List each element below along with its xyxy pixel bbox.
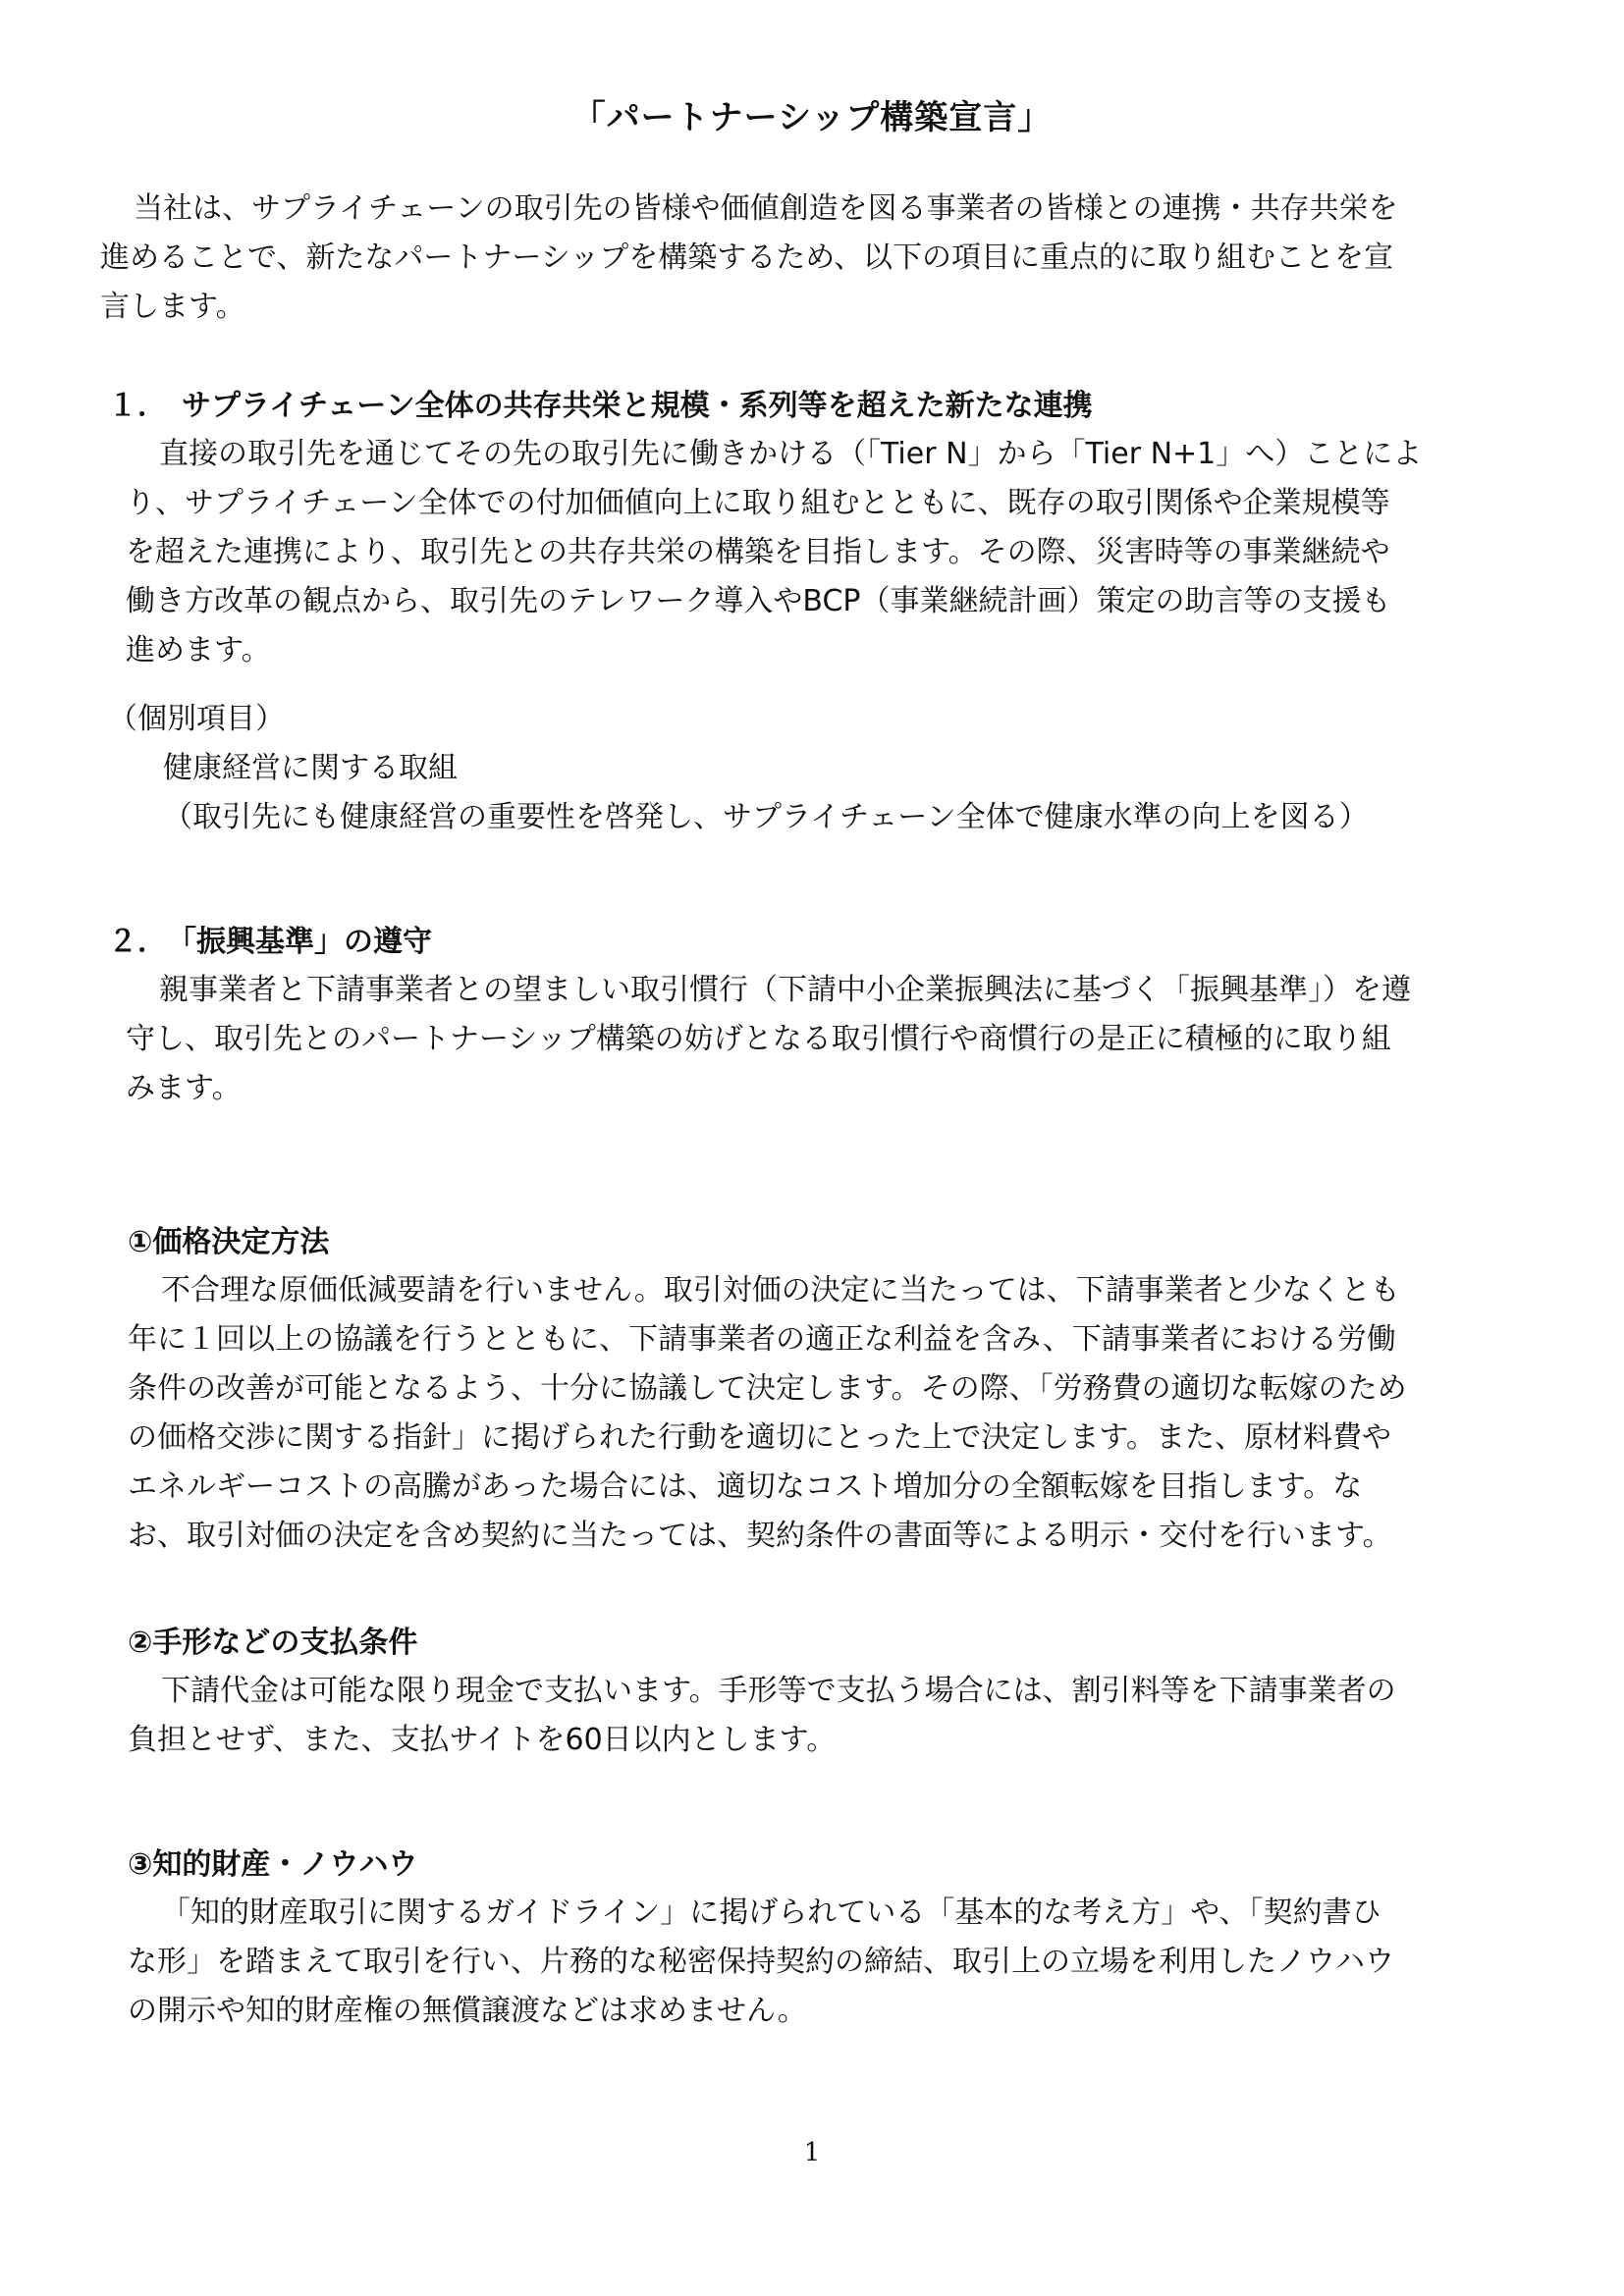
section-1-heading: １． サプライチェーン全体の共存共栄と規模・系列等を超えた新たな連携 — [108, 389, 1093, 423]
subsection-1-line: 年に１回以上の協議を行うとともに、下請事業者の適正な利益を含み、下請事業者における労働 — [128, 1322, 1396, 1357]
subsection-1-line: 不合理な原価低減要請を行いません。取引対価の決定に当たっては、下請事業者と少なくとも — [161, 1273, 1400, 1308]
section-1-body — [126, 430, 1422, 675]
subsection-2-body — [128, 1667, 1396, 1765]
individual-items-label: （個別項目） — [108, 702, 285, 736]
subsection-3-heading: ③知的財産・ノウハウ — [128, 1847, 418, 1882]
intro-paragraph — [100, 185, 1398, 332]
section-2-body — [126, 966, 1411, 1113]
subsection-2-line: 負担とせず、また、支払サイトを60日以内とします。 — [128, 1723, 837, 1757]
subsection-3-body — [128, 1889, 1394, 2036]
subsection-1-heading: ①価格決定方法 — [128, 1225, 330, 1259]
intro-line: 進めることで、新たなパートナーシップを構築するため、以下の項目に重点的に取り組むことを宣 — [100, 240, 1393, 275]
section-1-line: 直接の取引先を通じてその先の取引先に働きかける（「Tier N」から「Tier N+1」へ）ことによ — [159, 437, 1423, 471]
subsection-2-line: 下請代金は可能な限り現金で支払います。手形等で支払う場合には、割引料等を下請事業者の — [161, 1674, 1396, 1708]
individual-item: 健康経営に関する取組 — [163, 751, 458, 785]
section-2-line: 守し、取引先とのパートナーシップ構築の妨げとなる取引慣行や商慣行の是正に積極的に取り組 — [126, 1022, 1391, 1056]
subsection-1-line: の価格交渉に関する指針」に掲げられた行動を適切にとった上で決定します。また、原材料費や — [128, 1420, 1391, 1455]
section-1-line: 働き方改革の観点から、取引先のテレワーク導入やBCP（事業継続計画）策定の助言等の支援も — [126, 584, 1391, 618]
section-1-line: 進めます。 — [126, 633, 271, 667]
section-2-line: みます。 — [126, 1071, 242, 1105]
page-number: 1 — [803, 2138, 821, 2167]
page-title: 「パートナーシップ構築宣言」 — [571, 98, 1053, 137]
subsection-3-line: な形」を踏まえて取引を行い、片務的な秘密保持契約の締結、取引上の立場を利用したノウハウ — [128, 1945, 1394, 1979]
individual-item-detail: （取引先にも健康経営の重要性を啓発し、サプライチェーン全体で健康水準の向上を図る） — [163, 800, 1369, 834]
section-1-line: り、サプライチェーン全体での付加価値向上に取り組むとともに、既存の取引関係や企業規模等 — [126, 486, 1390, 520]
subsection-1-line: 条件の改善が可能となるよう、十分に協議して決定します。その際、「労務費の適切な転嫁のため — [128, 1371, 1407, 1406]
subsection-1-line: エネルギーコストの高騰があった場合には、適切なコスト増加分の全額転嫁を目指します。な — [128, 1469, 1363, 1504]
subsection-1-body — [128, 1266, 1407, 1561]
subsection-1-line: お、取引対価の決定を含め契約に当たっては、契約条件の書面等による明示・交付を行います。 — [128, 1519, 1392, 1553]
subsection-3-line: 「知的財産取引に関するガイドライン」に掲げられている「基本的な考え方」や、「契約書ひ — [161, 1896, 1381, 1930]
section-2-line: 親事業者と下請事業者との望ましい取引慣行（下請中小企業振興法に基づく「振興基準」）を遵 — [159, 973, 1411, 1007]
intro-line: 当社は、サプライチェーンの取引先の皆様や価値創造を図る事業者の皆様との連携・共存共栄を — [134, 191, 1398, 226]
subsection-2-heading: ②手形などの支払条件 — [128, 1626, 418, 1660]
section-1-line: を超えた連携により、取引先との共存共栄の構築を目指します。その際、災害時等の事業継続や — [126, 535, 1390, 569]
intro-line: 言します。 — [100, 290, 245, 324]
section-2-heading: ２． 「振興基準」の遵守 — [108, 925, 432, 959]
subsection-3-line: の開示や知的財産権の無償譲渡などは求めません。 — [128, 1994, 807, 2028]
